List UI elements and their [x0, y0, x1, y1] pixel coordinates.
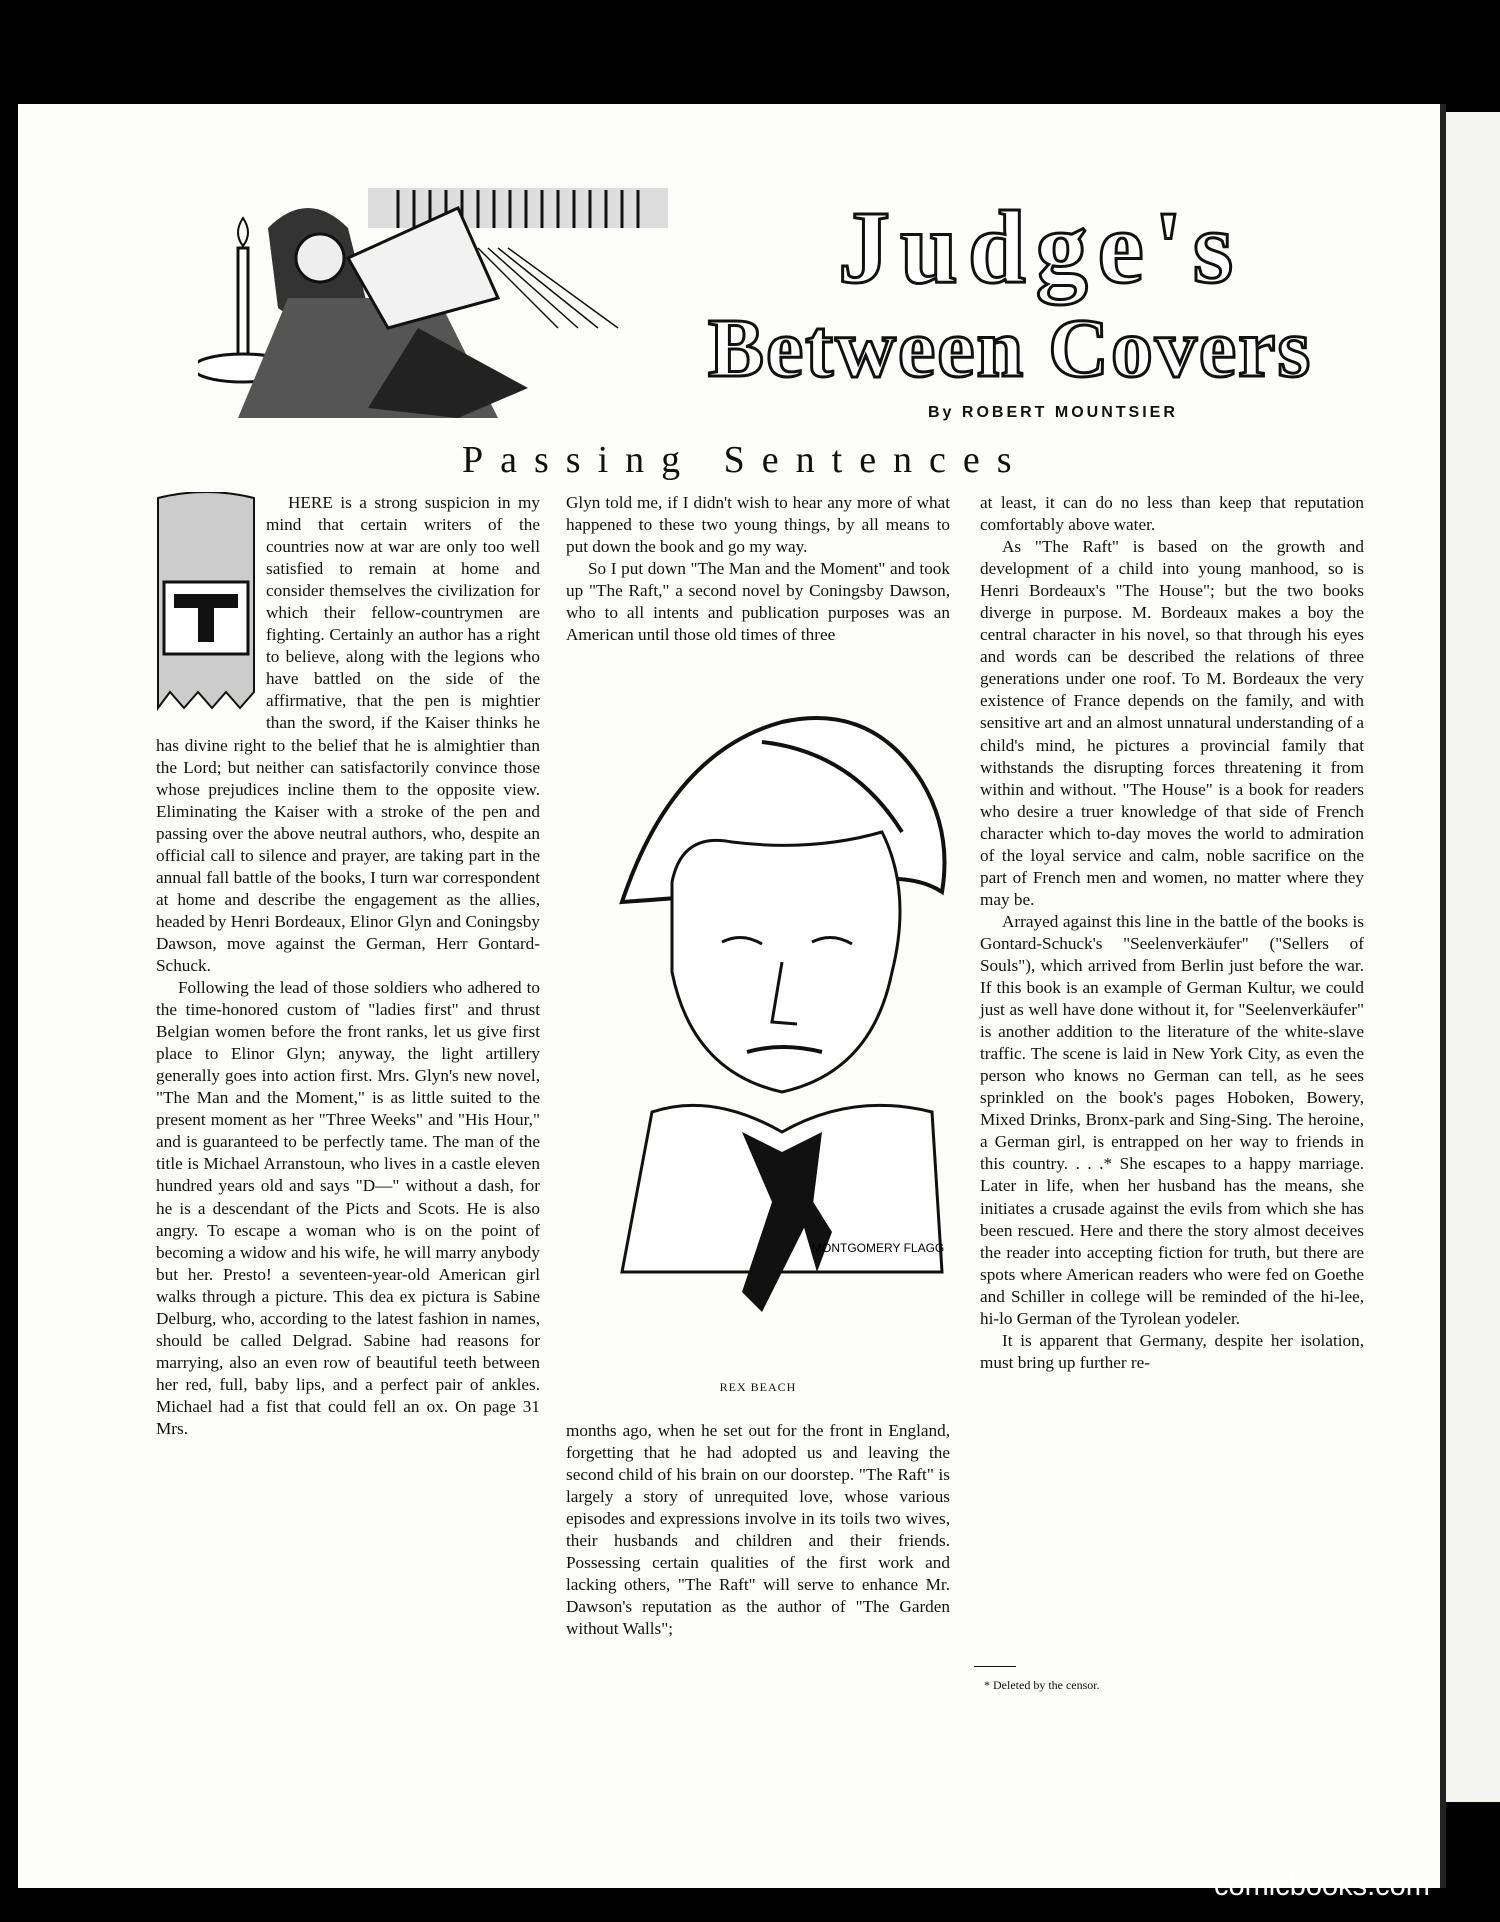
rex-beach-portrait-illustration	[612, 712, 952, 1342]
column-2-continued	[566, 1420, 950, 1640]
paragraph: Glyn told me, if I didn't wish to hear any more of what happened to these two young things, by all means to put down the book and go my way.	[566, 493, 950, 557]
column-2	[566, 492, 950, 646]
page-title-line2: Between Covers	[708, 302, 1313, 395]
paragraph: It is apparent that Germany, despite her isolation, must bring up further re-	[980, 1330, 1364, 1372]
page-title-line1: Judge's	[838, 190, 1244, 305]
author-byline: By ROBERT MOUNTSIER	[928, 404, 1178, 421]
drop-cap-t-icon	[156, 492, 256, 728]
illustration-caption: REX BEACH	[719, 1380, 797, 1394]
column-3	[980, 492, 1364, 1374]
paragraph: As "The Raft" is based on the growth and development of a child into young manhood, so is Henri Bordeaux's "The House"; but the two books diverge in purpose. M. Bordeaux makes a boy the central character in his novel, so that through his eyes and words can be described the relations of three generations under one roof. To M. Bordeaux the very existence of France depends on the family, and with sensitive art and an almost unnatural understanding of a child's mind, he pictures a provincial family that withstands the disrupting forces threatening it from within and without. "The House" is a book for readers who desire a truer knowledge of that side of French character which to-day moves the world to admiration of the loyal service and calm, noble sacrifice on the part of French men and women, no matter where they may be.	[980, 537, 1364, 909]
site-watermark: comicbooks.com	[1214, 1870, 1430, 1902]
paragraph: HERE is a strong suspicion in my mind that certain writers of the countries now at war are only too well satisfied to remain at home and consider themselves the civilization for which their fellow-countrymen are fighting. Certainly an author has a right to believe, along with the legions who have battled on the side of the affirmative, that the pen is mightier than the sword, if the Kaiser thinks he has divine right to the belief that he is almightier than the Lord; but neither can satisfactorily convince those whose prejudices incline them to the opposite view. Eliminating the Kaiser with a stroke of the pen and passing over the above neutral authors, who, despite an official call to silence and prayer, are taking part in the annual fall battle of the books, I turn war correspondent at home and describe the engagement as the allies, headed by Henri Bordeaux, Elinor Glyn and Coningsby Dawson, move against the German, Herr Gontard-Schuck.	[156, 493, 540, 975]
paragraph: So I put down "The Man and the Moment" and took up "The Raft," a second novel by Coningsby Dawson, who to all intents and publication purposes was an American until those old times of three	[566, 559, 950, 645]
illustration-signature: MONTGOMERY FLAGG	[812, 1241, 945, 1255]
footnote: * Deleted by the censor.	[984, 1678, 1100, 1692]
paragraph: at least, it can do no less than keep that reputation comfortably above water.	[980, 493, 1364, 535]
section-subtitle: Passing Sentences	[462, 439, 1029, 481]
adjacent-page-edge	[1446, 112, 1500, 1802]
paragraph: Arrayed against this line in the battle of the books is Gontard-Schuck's "Seelenverkäufer" ("Sellers of Souls"), which arrived from Berlin just before the war. If this book is an example of German Kultur, we could just as well have done without it, for "Seelenverkäufer" is another addition to the literature of the white-slave traffic. The scene is laid in New York City, as even the person who knows no German can tell, as he sees sprinkled on the book's pages Hoboken, Bowery, Mixed Drinks, Bronx-park and Sing-Sing. The heroine, a German girl, is entrapped on her way to friends in this country. . . .* She escapes to a happy marriage. Later in life, when her husband has the means, she initiates a crusade against the evils from which she has been rescued. Here and there the story almost deceives the reader into accepting fiction for truth, but there are spots where American readers who were fed on Goethe and Schiller in college will be reminded of the hi-lee, hi-lo German of the Tyrolean yodeler.	[980, 911, 1364, 1328]
paragraph: months ago, when he set out for the front in England, forgetting that he had adopted us and leaving the second child of his brain on our doorstep. "The Raft" is largely a story of unrequited love, whose various episodes and expressions involve in its toils two wives, their husbands and children and their friends. Possessing certain qualities of the first work and lacking others, "The Raft" will serve to enhance Mr. Dawson's reputation as the author of "The Garden without Walls";	[566, 1421, 950, 1639]
footnote-rule	[974, 1666, 1016, 1667]
header-illustration	[198, 188, 758, 434]
paragraph: Following the lead of those soldiers who adhered to the time-honored custom of "ladies first" and thrust Belgian women before the front ranks, let us give first place to Elinor Glyn; anyway, the light artillery generally goes into action first. Mrs. Glyn's new novel, "The Man and the Moment," is as little suited to the present moment as her "Three Weeks" and "His Hour," and is guaranteed to be perfectly tame. The man of the title is Michael Arranstoun, who lives in a castle eleven hundred years old and says "D—" without a dash, for he is a descendant of the Picts and Scots. He is also angry. To escape a woman who is on the point of becoming a widow and his wife, he will marry anybody but her. Presto! a seventeen-year-old American girl walks through a picture. This dea ex pictura is Sabine Delburg, who, according to the latest fashion in names, should be called Delgrad. Sabine had reasons for marrying, also an even row of beautiful teeth between her red, full, baby lips, and a perfect pair of ankles. Michael had a fist that could fell an ox. On page 31 Mrs.	[156, 978, 540, 1438]
column-1	[156, 492, 540, 1440]
